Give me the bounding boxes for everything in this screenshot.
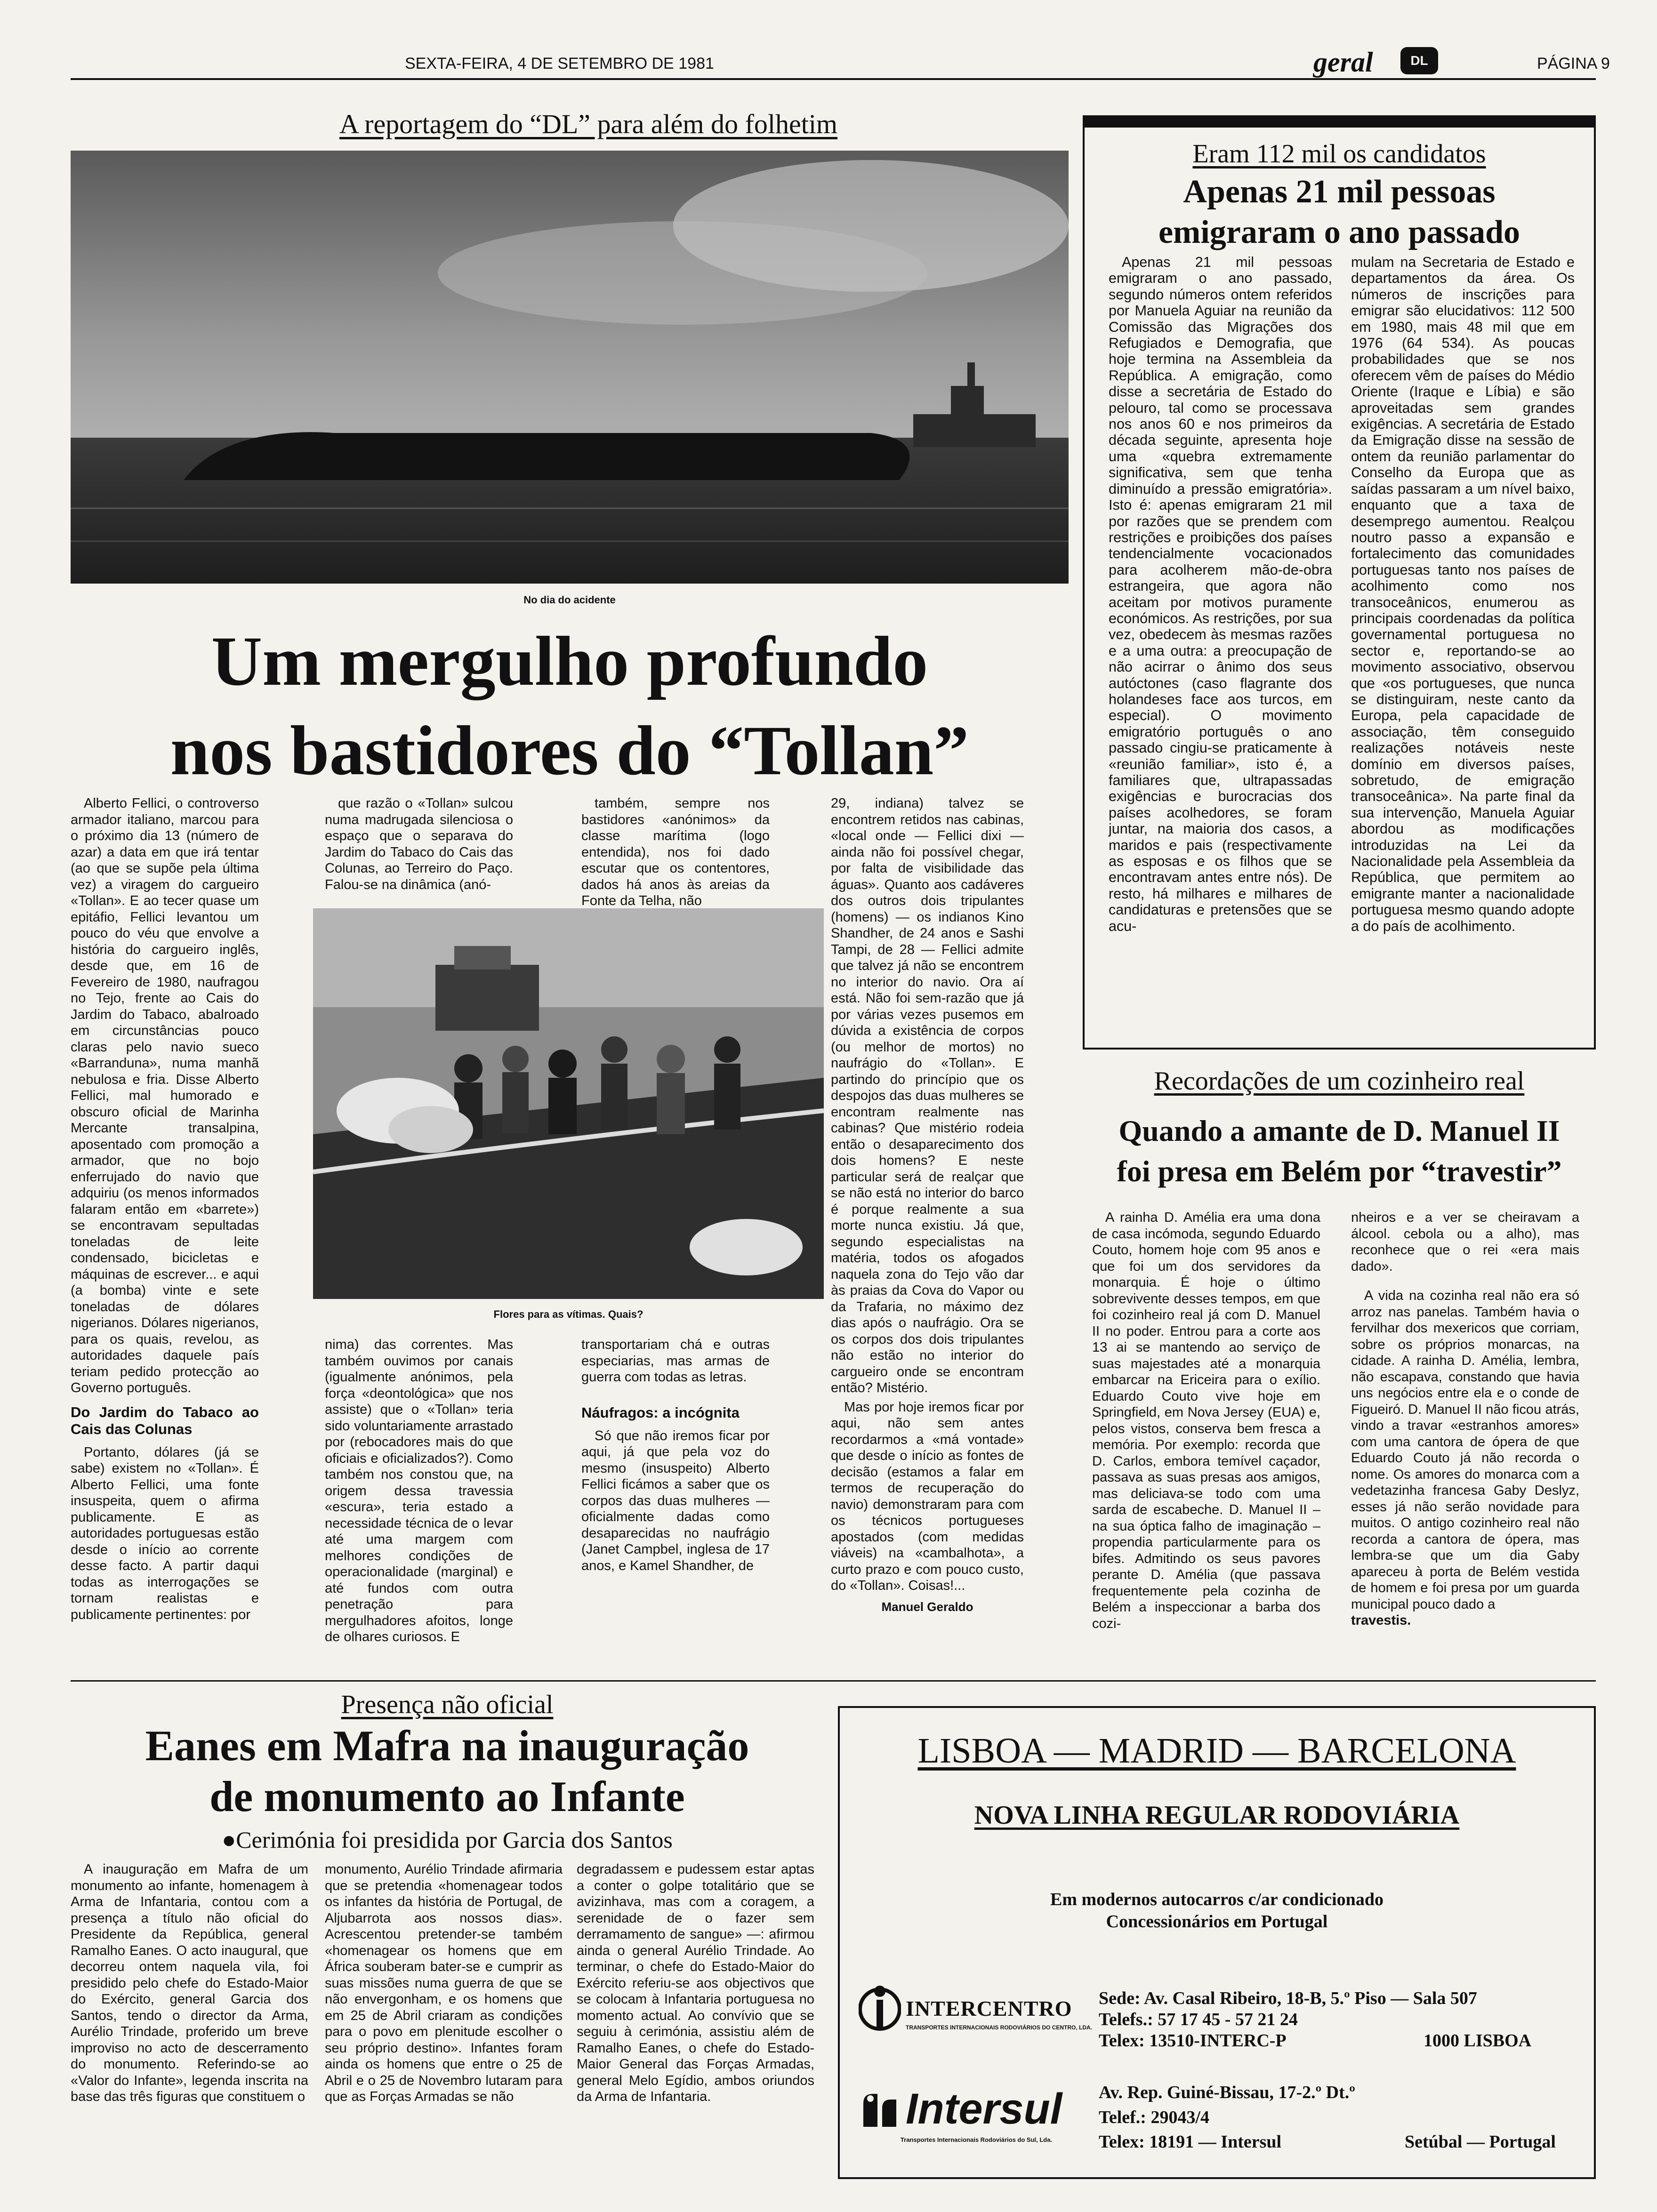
tollan-col3a-text: também, sempre nos bastidores «anónimos» da classe marítima (logo entendida), nos foi dado escutar que os contentores, dados há anos às areias da Fonte da Telha, não <box>581 796 770 908</box>
tollan-col3c-text: Só que não iremos ficar por aqui, já que pela voz do mesmo (insuspeito) Alberto Fellici ficámos a saber que os corpos das duas mulheres — oficialmente dadas como desaparecidas no naufrágio (Janet Campbel, inglesa de 17 anos, e Kamel Shandher, de <box>581 1428 770 1573</box>
header-section: geral <box>1313 47 1373 78</box>
mafra-column-2 <box>325 1861 563 2108</box>
intersul-address: Av. Rep. Guiné-Bissau, 17-2.º Dt.º <box>1099 2083 1355 2102</box>
cook-headline-line1: Quando a amante de D. Manuel II <box>1118 1114 1560 1147</box>
cook-headline-line2: foi presa em Belém por “travestir” <box>1117 1154 1562 1188</box>
section-badge-icon <box>1400 47 1438 74</box>
tollan-col3b-text: transportariam chá e outras especiarias, mas armas de guerra com todas as letras. <box>581 1337 770 1385</box>
mafra-col1-text: A inauguração em Mafra de um monumento ao infante, homenagem à Arma de Infantaria, contou com a presença a título não oficial do Presidente da República, general Ramalho Eanes. O acto inaugural, que decorreu ontem naquela vila, foi presidido pelo chefe do Estado-Maior do Exército, general Garcia dos Santos, tendo o director da Arma, Aurélio Trindade, proferido um breve improviso no acto de descerramento do monumento. Referindo-se ao «Valor do Infante», legenda inscrita na base das três figuras que constituem o <box>71 1862 308 2104</box>
intersul-tagline: Transportes Internacionais Rodoviários do Sul, Lda. <box>900 2136 1053 2143</box>
mafra-col3-text: degradassem e pudessem estar aptas a conter o golpe totalitário que se avizinhava, mas com a coragem, a serenidade de o fazer sem derramamento de sangue» —: afirmou ainda o general Aurélio Trindade. Ao terminar, o chefe do Estado-Maior do Exército referiu-se aos objectivos que se colocam à Infantaria portuguesa no momento actual. Ao convívio que se seguiu à cerimónia, assistiu além de Ramalho Eanes, o chefe do Estado-Maior General das Forças Armadas, general Melo Egídio, ambos oriundos da Arma de Infantaria. <box>577 1862 814 2104</box>
intersul-phone: Telef.: 29043/4 <box>1099 2108 1210 2127</box>
tollan-column-2-top <box>325 795 513 896</box>
ship-capsized-image <box>71 151 1069 584</box>
emigration-headline-line1: Apenas 21 mil pessoas <box>1183 174 1496 210</box>
tollan-col2b-text: nima) das correntes. Mas também ouvimos por canais (igualmente anónimos, pela força «deontológica» que nos assiste) que o «Tollan» teria sido voluntariamente arrastado por (rebocadores mais do que oficiais e oficializados?). Como também nos constou que, na origem dessa travessia «escura», teria estado a necessidade técnica de o levar até uma margem com melhores condições de operacionalidade (marginal) e até fundos com outra penetração para mergulhadores afoitos, longe de olhares curiosos. E <box>325 1337 513 1644</box>
accident-photo <box>71 151 1069 584</box>
tollan-headline-line1: Um mergulho profundo <box>211 622 928 700</box>
cook-col2b-text: A vida na cozinha real não era só arroz nas panelas. Também havia o fervilhar dos mexericos que corriam, sobre os próprios monarcas, na cidade. A rainha D. Amélia, lembra, não escapava, constando que havia uns negócios entre ela e o conde de Figueiró. D. Manuel II não ficou atrás, vindo a travar «estranhos amores» com uma cantora de ópera de que Eduardo Couto já não recorda o nome. Os amores do monarca com a vedetazinha francesa Gaby Deslyz, esses já não serão novidade para muitos. O antigo cozinheiro real não recorda a cantora de ópera, mas lembra-se que um dia Gaby apareceu à porta de Belém vestida de homem e foi presa por um guarda municipal pouco dado a <box>1351 1288 1579 1612</box>
intersul-name: Intersul <box>906 2085 1062 2133</box>
accident-photo-caption: No dia do acidente <box>523 594 616 606</box>
cook-headline <box>1083 1111 1596 1192</box>
mafra-column-3 <box>577 1861 814 2108</box>
tollan-headline-line2: nos bastidores do “Tollan” <box>170 712 969 790</box>
mafra-headline <box>71 1720 824 1822</box>
mafra-column-1 <box>71 1861 308 2108</box>
cook-col2a-text: nheiros e a ver se cheiravam a álcool. cebola ou a alho), mas reconhece que o rei «era mais dado». <box>1351 1210 1579 1274</box>
emigration-box-top-bar <box>1083 115 1596 128</box>
intersul-city: Setúbal — Portugal <box>1405 2132 1556 2152</box>
tollan-kicker: A reportagem do “DL” para além do folhetim <box>339 109 838 139</box>
intercentro-logo-icon <box>859 1981 901 2033</box>
intercentro-tagline: TRANSPORTES INTERNACIONAIS RODOVIÁRIOS DO CENTRO, LDA. <box>906 2024 1093 2031</box>
cook-column-2 <box>1351 1210 1579 1632</box>
intersul-telex: Telex: 18191 — Intersul <box>1099 2132 1282 2152</box>
header-page-number: PÁGINA 9 <box>1537 55 1610 72</box>
ad-line-2: Concessionários em Portugal <box>1106 1912 1328 1931</box>
tollan-subhead-jardim: Do Jardim do Tabaco ao Cais das Colunas <box>71 1403 259 1437</box>
cook-col2c-text: travestis. <box>1351 1613 1411 1628</box>
tollan-col4b-text: Mas por hoje iremos ficar por aqui, não sem antes recordarmos a «má vontade» que desde o início as fontes de decisão (estamos a falar em termos de recuperação do navio) demonstraram para com os técnicos portugueses apostados (com medidas viáveis) na «cambalhota», a curto prazo e com pouco custo, do «Tollan». Coisas!... <box>831 1399 1024 1593</box>
tollan-subhead-naufragos: Náufragos: a incógnita <box>581 1404 740 1421</box>
tollan-headline <box>71 617 1069 795</box>
ad-subtitle: NOVA LINHA REGULAR RODOVIÁRIA <box>974 1801 1460 1830</box>
mafra-headline-line1: Eanes em Mafra na inauguração <box>145 1722 749 1770</box>
tollan-column-2-bottom <box>325 1337 513 1648</box>
bus-line-ad <box>838 1706 1596 2179</box>
mafra-deck: ●Cerimónia foi presidida por Garcia dos Santos <box>222 1827 673 1853</box>
header-date: SEXTA-FEIRA, 4 DE SETEMBRO DE 1981 <box>405 55 714 72</box>
emigration-column-2 <box>1351 254 1575 937</box>
tollan-col1-text: Alberto Fellici, o controverso armador italiano, marcou para o próximo dia 13 (número de azar) a data em que irá tentar (ao que se supõe pela última vez) a viragem do cargueiro «Tollan». E ao tecer quase um epitáfio, Fellici levantou um pouco do véu que envolve a história do cargueiro inglês, desde que, em 16 de Fevereiro de 1980, naufragou no Tejo, frente ao Cais do Jardim do Tabaco, abalroado em circunstâncias pouco claras pelo navio sueco «Barranduna», numa manhã nebulosa e fria. Disse Alberto Fellici, mal humorado e obscuro oficial de Marinha Mercante transalpina, aposentado com promoção a armador, que no bojo enferrujado do navio que adquiriu (os menos informados falaram então em «barrete») se encontravam sepultadas toneladas de leite condensado, bicicletas e máquinas de escrever... e aqui (a bomba) vinte e sete toneladas de dólares nigerianos. Dólares nigerianos, para os quais, revelou, as autoridades daquele país teriam pedido protecção ao Governo português. <box>71 796 259 1395</box>
mafra-kicker: Presença não oficial <box>341 1690 554 1719</box>
intercentro-city: 1000 LISBOA <box>1424 2031 1532 2051</box>
intercentro-address: Sede: Av. Casal Ribeiro, 18-B, 5.º Piso — Sala 507 <box>1099 1988 1477 2008</box>
flowers-photo <box>313 908 824 1299</box>
tollan-byline: Manuel Geraldo <box>881 1599 973 1614</box>
bottom-section-rule <box>71 1680 1596 1682</box>
flowers-photo-caption: Flores para as vítimas. Quais? <box>493 1308 643 1320</box>
emigration-column-1 <box>1109 254 1332 937</box>
tollan-column-3-top <box>581 795 770 912</box>
cook-col1-text: A rainha D. Amélia era uma dona de casa incómoda, segundo Eduardo Couto, homem hoje com 95 anos e que foi um dos servidores da monarquia. É hoje o último sobrevivente desses tempos, em que foi cozinheiro real já com D. Manuel II no poder. Entrou para a corte aos 13 ai se mantendo ao serviço de suas majestades até a monarquia embarcar na Ericeira para o exílio. Eduardo Couto vive hoje em Springfield, em Nova Jersey (EUA) e, pelos vistos, conserva bem fresca a memória. Por exemplo: recorda que D. Carlos, embora temível caçador, passava as suas presas aos amigos, mas deliciava-se todo com uma sarda de escabeche. D. Manuel II – na sua óptica falho de imaginação – propendia particularmente para os bifes. Admitindo os seus pavores perante D. Amélia (que passava frequentemente pela cozinha de Belém a inspeccionar a barba dos cozi- <box>1092 1210 1320 1631</box>
ad-line-1: Em modernos autocarros c/ar condicionado <box>1050 1890 1384 1909</box>
tollan-col4-text: 29, indiana) talvez se encontrem retidos nas cabinas, «local onde — Fellici dixi — ainda não foi possível chegar, por falta de visibilidade das águas». Quanto aos cadáveres dos outros dois tripulantes (homens) — os indianos Kino Shandher, de 24 anos e Sashi Tampi, de 28 — Fellici admite que talvez já não se encontrem no interior do navio. Ora aí está. Não foi sem-razão que já por várias vezes pusemos em dúvida a existência de corpos (ou melhor de mortos) no naufrágio do «Tollan». E partindo do princípio que os despojos das duas mulheres se encontram realmente nas cabinas? Que mistério rodeia então o desaparecimento dos dois homens? E neste particular será de realçar que se não está no interior do barco é porque realmente a sua morte nunca existiu. Já que, segundo especialistas na matéria, todos os afogados naquela zona do Tejo vão dar às praias da Cova do Vapor ou da Trafaria, no máximo dez dias após o naufrágio. Ora se os corpos dos dois tripulantes não estão no interior do cargueiro onde se encontram então? Mistério. <box>831 796 1024 1395</box>
header-rule <box>71 78 1596 80</box>
boat-crowd-image <box>313 908 824 1299</box>
ad-title: LISBOA — MADRID — BARCELONA <box>917 1731 1516 1771</box>
cook-kicker: Recordações de um cozinheiro real <box>1154 1066 1525 1096</box>
intercentro-phone: Telefs.: 57 17 45 - 57 21 24 <box>1099 2010 1298 2029</box>
intersul-logo-icon <box>859 2089 901 2132</box>
intercentro-telex: Telex: 13510-INTERC-P <box>1099 2031 1287 2051</box>
cook-column-1 <box>1092 1210 1320 1635</box>
emigration-col2-text: mulam na Secretaria de Estado e departamentos da área. Os números de inscrições para emigrar são elucidativos: 112 500 em 1980, mais 48 mil que em 1976 (64 534). As poucas probabilidades que se nos oferecem vêm de países do Médio Oriente (Iraque e Líbia) e são aproveitadas sem grandes exigências. A secretária de Estado da Emigração disse na sessão de ontem da reunião parlamentar do Conselho da Europa que as saídas passaram a um nível baixo, enquanto que a taxa de desemprego aumentou. Realçou noutro passo a expansão e fortalecimento das comunidades portuguesas tanto nos países de acolhimento como nos transoceânicos, enumerou as principais coordenadas da política governamental portuguesa no sector e, reportando-se ao movimento associativo, observou que «os portugueses, que nunca se distinguiram, neste canto da Europa, pela capacidade de associação, têm conseguido realizações notáveis neste domínio em diversos países, sobretudo, de emigração transoceânica». Na parte final da sua intervenção, Manuela Aguiar abordou as modificações introduzidas na Lei da Nacionalidade pela Assembleia da República, que permitem ao emigrante manter a nacionalidade portuguesa mesmo quando adopte a do país de acolhimento. <box>1351 254 1575 934</box>
mafra-col2-text: monumento, Aurélio Trindade afirmaria que se pretendia «homenagear todos os infantes da história de Portugal, de Aljubarrota aos nossos dias». Acrescentou pretender-se também «homenagear os homens que em África souberam bater-se e cumprir as suas missões numa guerra de que se não envergonham, e os homens que em 25 de Abril criaram as condições para o povo em plenitude escolher o seu próprio destino». Infantes foram ainda os homens que entre o 25 de Abril e o 25 de Novembro lutaram para que as Forças Armadas se não <box>325 1862 563 2104</box>
emigration-kicker: Eram 112 mil os candidatos <box>1192 139 1486 168</box>
tollan-col1b-text: Portanto, dólares (já se sabe) existem no «Tollan». É Alberto Fellici, uma fonte insuspeita, quem o afirma publicamente. E as autoridades portuguesas estão desde o início ao corrente desse facto. A partir daqui todas as interrogações se tornam realistas e publicamente pertinentes: por <box>71 1444 259 1622</box>
emigration-headline <box>1083 172 1596 253</box>
intercentro-name: INTERCENTRO <box>906 1996 1072 2020</box>
tollan-column-1 <box>71 795 259 1626</box>
tollan-col2a-text: que razão o «Tollan» sulcou numa madrugada silenciosa o espaço que o separava do Jardim do Tabaco do Cais das Colunas, ao Terreiro do Paço. Falou-se na dinâmica (anó- <box>325 796 513 892</box>
mafra-headline-line2: de monumento ao Infante <box>209 1772 685 1820</box>
emigration-headline-line2: emigraram o ano passado <box>1158 214 1520 250</box>
tollan-column-4 <box>831 795 1024 1615</box>
tollan-column-3-bottom <box>581 1337 770 1577</box>
section-badge-label: DL <box>1410 53 1428 68</box>
emigration-col1-text: Apenas 21 mil pessoas emigraram o ano passado, segundo números ontem referidos por Manuela Aguiar na reunião da Comissão das Migrações dos Refugiados e Demografia, que hoje termina na Assembleia da República. A emigração, como disse a secretária de Estado do pelouro, tal como se processava nos anos 60 e nos primeiros da década seguinte, apresenta hoje uma «quebra extremamente significativa, sem que tenha diminuído a pressão emigratória». Isto é: apenas emigraram 21 mil por razões que se prendem com restrições e proibições dos países tendencialmente vocacionados para acolherem mão-de-obra estrangeira, que agora não aceitam por motivos puramente económicos. As restrições, por sua vez, obedecem às mesmas razões e a uma outra: a preocupação de não acirrar o ânimo dos seus autóctones (caso flagrante dos holandeses face aos turcos, em especial). O movimento emigratório português o ano passado cingiu-se praticamente à «reunião familiar», isto é, a familiares que, ultrapassadas exigências e burocracias dos países acolhedores, se foram juntar, na maioria dos casos, a maridos e pais (respectivamente as esposas e os filhos que se encontravam antes entre nós). De resto, há milhares e milhares de candidaturas e pretensões que se acu- <box>1109 254 1332 934</box>
